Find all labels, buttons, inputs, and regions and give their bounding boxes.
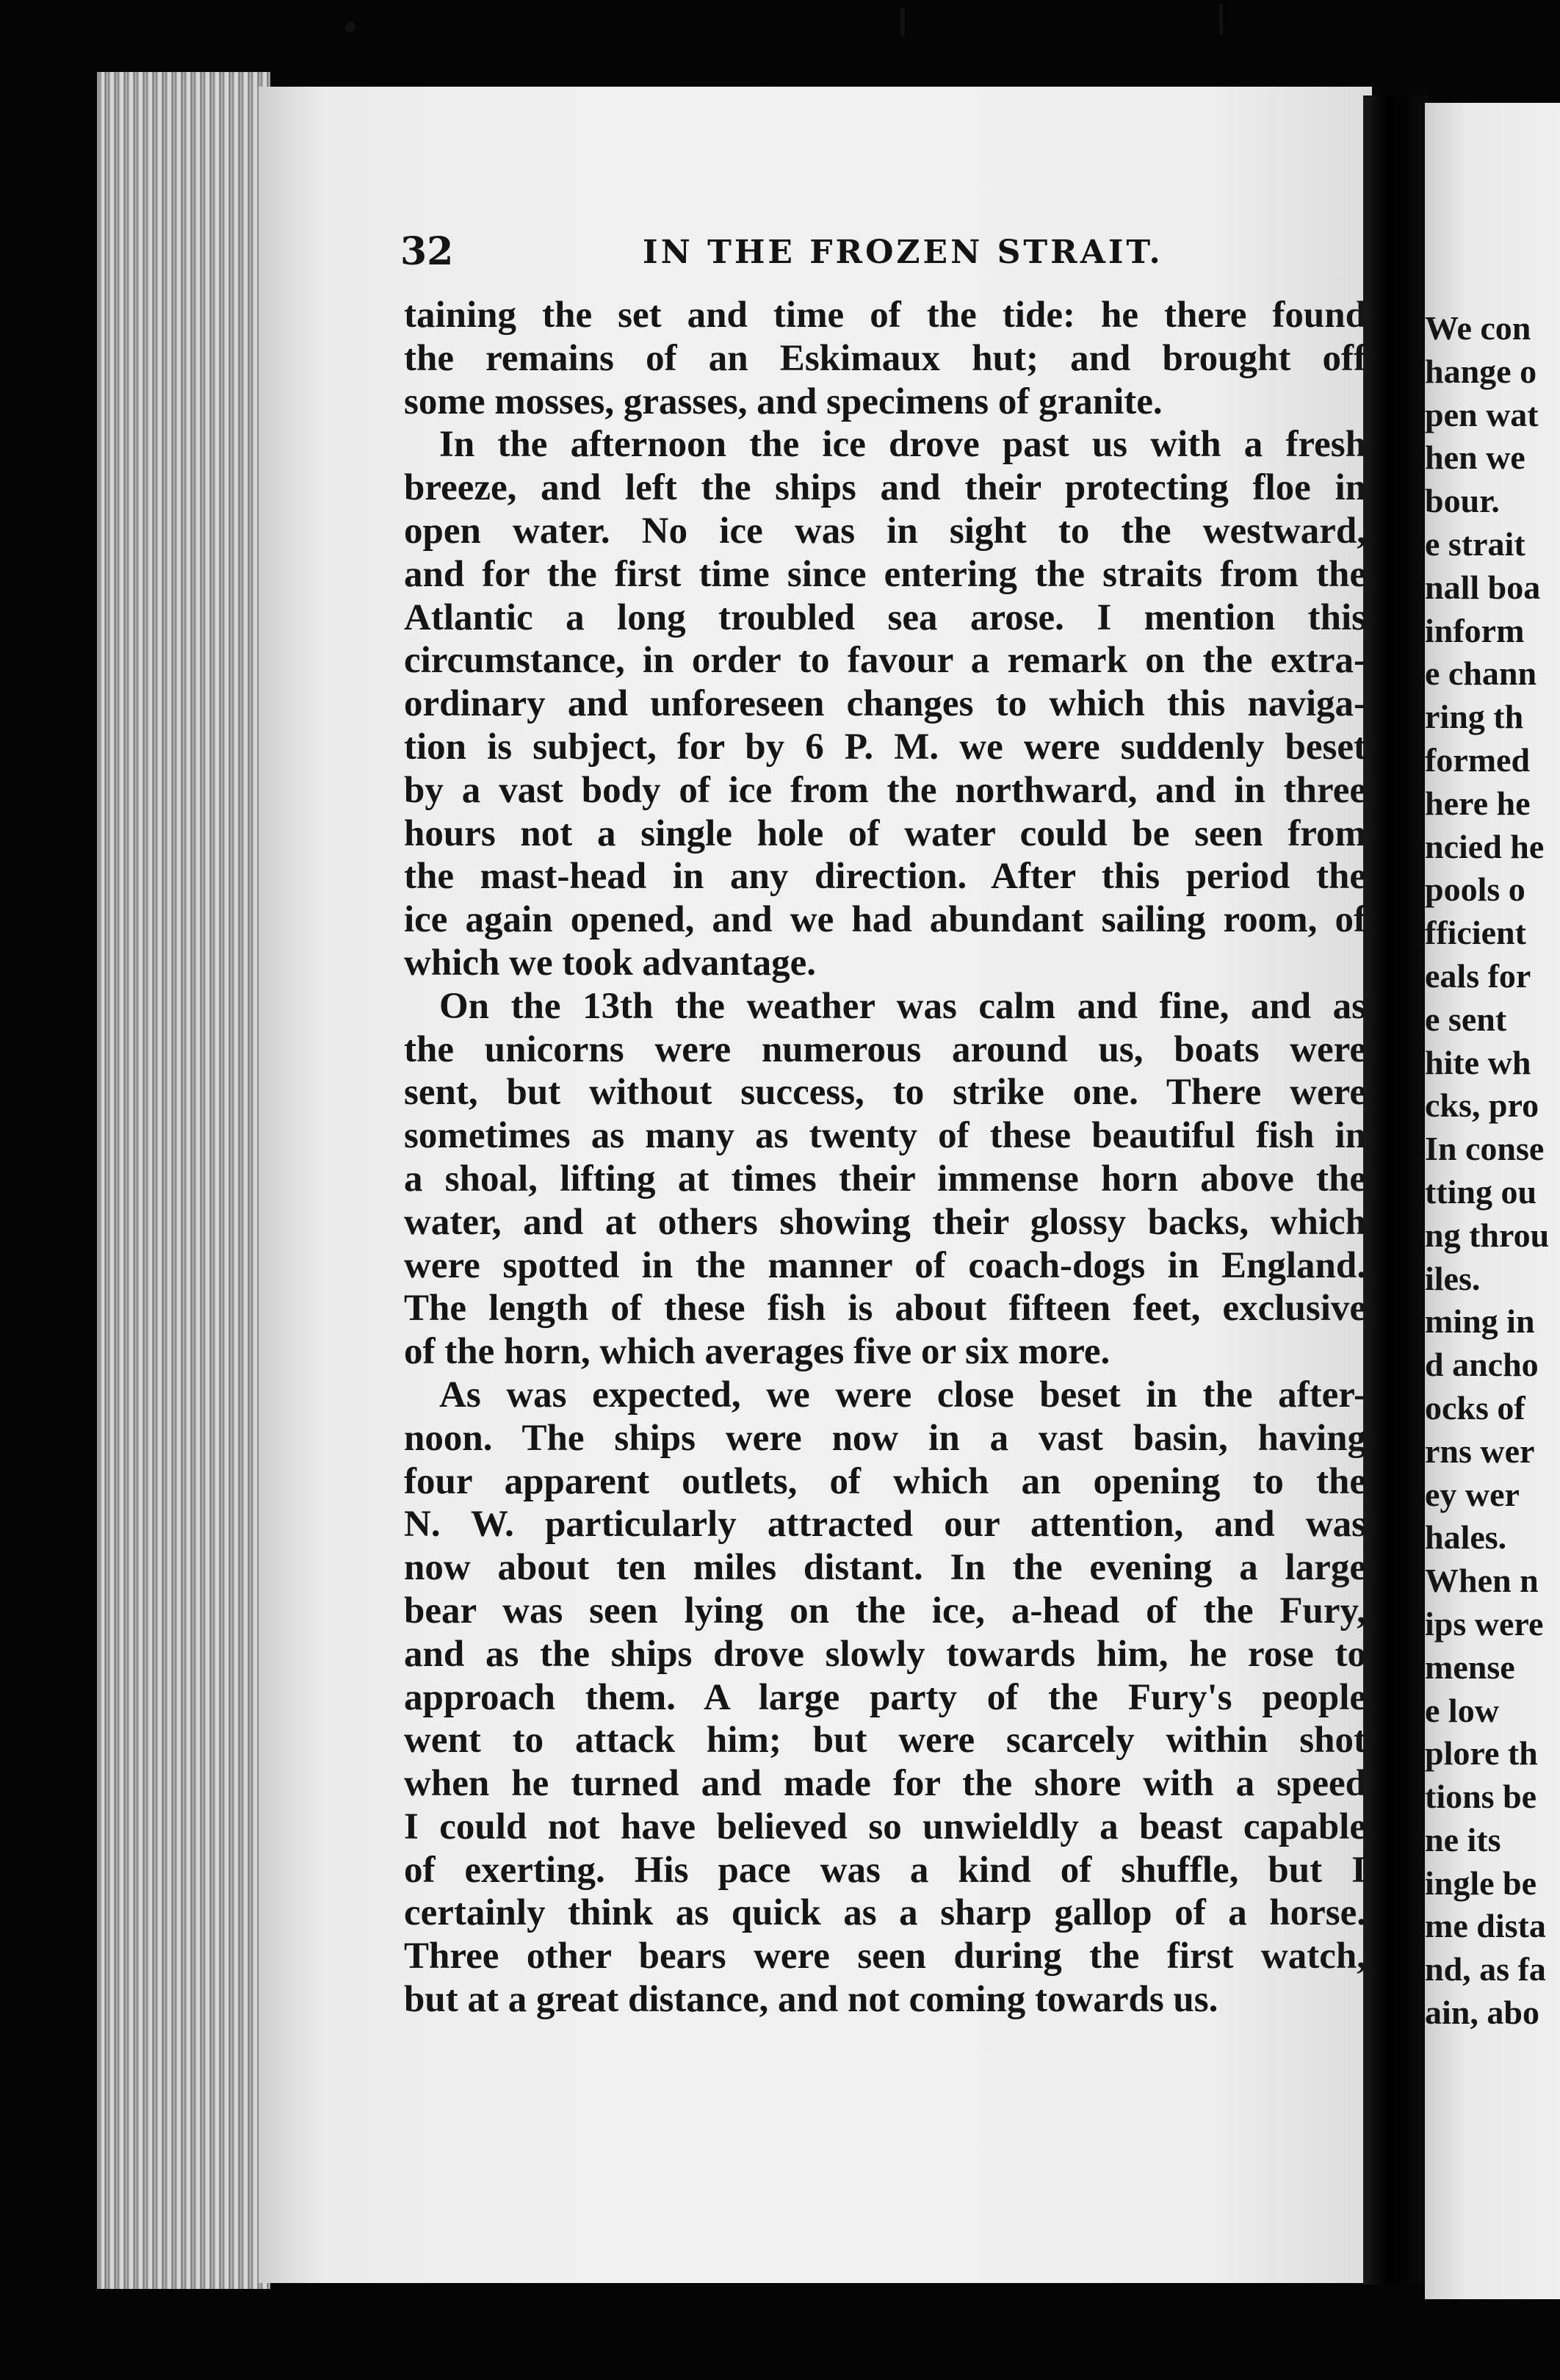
facing-page-line: ring th bbox=[1425, 698, 1524, 736]
book-page-edges bbox=[97, 72, 270, 2289]
text-line: were spotted in the manner of coach-dogs in England. bbox=[404, 1244, 1366, 1286]
text-line: by a vast body of ice from the northward, and in three bbox=[404, 769, 1366, 811]
page-number: 32 bbox=[400, 229, 454, 274]
text-line: In the afternoon the ice drove past us with a fresh bbox=[439, 424, 1366, 466]
facing-page-line: In conse bbox=[1425, 1130, 1545, 1168]
text-line: of the horn, which averages five or six more. bbox=[404, 1331, 1111, 1373]
facing-page-line: e strait bbox=[1425, 524, 1525, 563]
facing-page-line: ne its bbox=[1425, 1820, 1501, 1858]
text-line: some mosses, grasses, and specimens of granite. bbox=[404, 381, 1163, 422]
facing-page-line: fficient bbox=[1425, 914, 1526, 952]
facing-page-line: ng throu bbox=[1425, 1216, 1550, 1254]
facing-page-line: cks, pro bbox=[1425, 1086, 1539, 1125]
text-line: and as the ships drove slowly towards him, he rose to bbox=[404, 1633, 1366, 1675]
facing-page-line: rns wer bbox=[1425, 1432, 1535, 1470]
facing-page-line: nd, as fa bbox=[1425, 1950, 1546, 1988]
text-line: a shoal, lifting at times their immense horn above the bbox=[404, 1158, 1366, 1200]
text-line: which we took advantage. bbox=[404, 942, 817, 984]
text-line: water, and at others showing their glossy backs, which bbox=[404, 1201, 1366, 1243]
text-line: Atlantic a long troubled sea arose. I mention this bbox=[404, 596, 1366, 638]
text-line: tion is subject, for by 6 P. M. we were suddenly beset bbox=[404, 726, 1366, 768]
facing-page-text bbox=[1425, 307, 1560, 2035]
text-line: the unicorns were numerous around us, boats were bbox=[404, 1028, 1366, 1070]
text-line: ordinary and unforeseen changes to which this naviga- bbox=[404, 683, 1366, 725]
book-gutter bbox=[1363, 95, 1428, 2285]
text-line: noon. The ships were now in a vast basin, having bbox=[404, 1417, 1366, 1459]
text-line: circumstance, in order to favour a remark on the extra- bbox=[404, 640, 1366, 682]
facing-page-line: inform bbox=[1425, 611, 1525, 649]
facing-page-line: ips were bbox=[1425, 1604, 1544, 1642]
facing-page-line: formed bbox=[1425, 740, 1531, 779]
text-line: when he turned and made for the shore with a speed bbox=[404, 1763, 1366, 1805]
text-line: four apparent outlets, of which an opening to the bbox=[404, 1460, 1366, 1502]
text-line: of exerting. His pace was a kind of shuffle, but I bbox=[404, 1849, 1366, 1891]
facing-page-line: d ancho bbox=[1425, 1346, 1539, 1384]
text-line: bear was seen lying on the ice, a-head of the Fury, bbox=[404, 1590, 1366, 1631]
facing-page-line: pen wat bbox=[1425, 395, 1539, 433]
text-line: the mast-head in any direction. After this period the bbox=[404, 856, 1366, 898]
facing-page-line: mense bbox=[1425, 1648, 1515, 1686]
facing-page-line: ming in bbox=[1425, 1302, 1535, 1341]
text-line: sometimes as many as twenty of these beautiful fish in bbox=[404, 1115, 1366, 1157]
text-line: Three other bears were seen during the first watch, bbox=[404, 1936, 1366, 1977]
facing-page-line: hen we bbox=[1425, 439, 1525, 477]
ink-speck bbox=[900, 7, 905, 37]
text-line: open water. No ice was in sight to the westward, bbox=[404, 510, 1366, 552]
text-line: hours not a single hole of water could be seen from bbox=[404, 812, 1366, 854]
text-line: breeze, and left the ships and their protecting floe in bbox=[404, 467, 1366, 509]
facing-page-line: hite wh bbox=[1425, 1043, 1531, 1081]
facing-page-line: bour. bbox=[1425, 482, 1500, 520]
facing-page-line: plore th bbox=[1425, 1734, 1538, 1773]
page-header bbox=[400, 229, 1370, 281]
text-line: ice again opened, and we had abundant sailing room, of bbox=[404, 899, 1366, 941]
facing-page-line: hange o bbox=[1425, 352, 1537, 390]
facing-page-line: here he bbox=[1425, 784, 1531, 822]
facing-page-line: hales. bbox=[1425, 1518, 1507, 1557]
text-line: N. W. particularly attracted our attention, and was bbox=[404, 1504, 1366, 1546]
text-line: the remains of an Eskimaux hut; and brought off bbox=[404, 337, 1366, 379]
text-line: approach them. A large party of the Fury's people bbox=[404, 1676, 1366, 1718]
ink-speck bbox=[1219, 3, 1223, 35]
text-line: certainly think as quick as a sharp gallop of a horse. bbox=[404, 1892, 1366, 1934]
facing-page-line: pools o bbox=[1425, 870, 1525, 909]
facing-page-line: When n bbox=[1425, 1562, 1539, 1600]
facing-page-line: eals for bbox=[1425, 956, 1531, 995]
ink-speck bbox=[345, 22, 355, 32]
text-line: went to attack him; but were scarcely within shot bbox=[404, 1720, 1366, 1761]
facing-page-line: nall boa bbox=[1425, 568, 1541, 606]
facing-page-line: ingle be bbox=[1425, 1864, 1537, 1902]
facing-page-line: iles. bbox=[1425, 1259, 1481, 1297]
facing-page-line: ocks of bbox=[1425, 1388, 1525, 1427]
text-line: As was expected, we were close beset in the after- bbox=[439, 1374, 1366, 1416]
facing-page-line: ey wer bbox=[1425, 1475, 1520, 1513]
running-head: IN THE FROZEN STRAIT. bbox=[643, 234, 1163, 271]
facing-page-line: ncied he bbox=[1425, 827, 1545, 865]
facing-page-line: e sent bbox=[1425, 1000, 1507, 1038]
text-line: I could not have believed so unwieldly a beast capable bbox=[404, 1806, 1366, 1847]
text-line: The length of these fish is about fifteen feet, exclusive bbox=[404, 1288, 1366, 1330]
text-line: but at a great distance, and not coming towards us. bbox=[404, 1979, 1218, 2021]
facing-page-line: me dista bbox=[1425, 1907, 1546, 1945]
facing-page-line: e chann bbox=[1425, 654, 1537, 693]
facing-page-line: ain, abo bbox=[1425, 1994, 1539, 2032]
facing-page-line: We con bbox=[1425, 309, 1531, 347]
text-line: taining the set and time of the tide: he there found bbox=[404, 295, 1366, 336]
text-line: and for the first time since entering the straits from the bbox=[404, 553, 1366, 595]
text-line: now about ten miles distant. In the evening a large bbox=[404, 1547, 1366, 1589]
body-text bbox=[404, 294, 1366, 2042]
text-line: sent, but without success, to strike one. There were bbox=[404, 1072, 1366, 1114]
text-line: On the 13th the weather was calm and fine, and as bbox=[439, 985, 1366, 1027]
facing-page-line: tting ou bbox=[1425, 1172, 1537, 1211]
facing-page-line: tions be bbox=[1425, 1778, 1537, 1816]
facing-page-line: e low bbox=[1425, 1691, 1499, 1729]
